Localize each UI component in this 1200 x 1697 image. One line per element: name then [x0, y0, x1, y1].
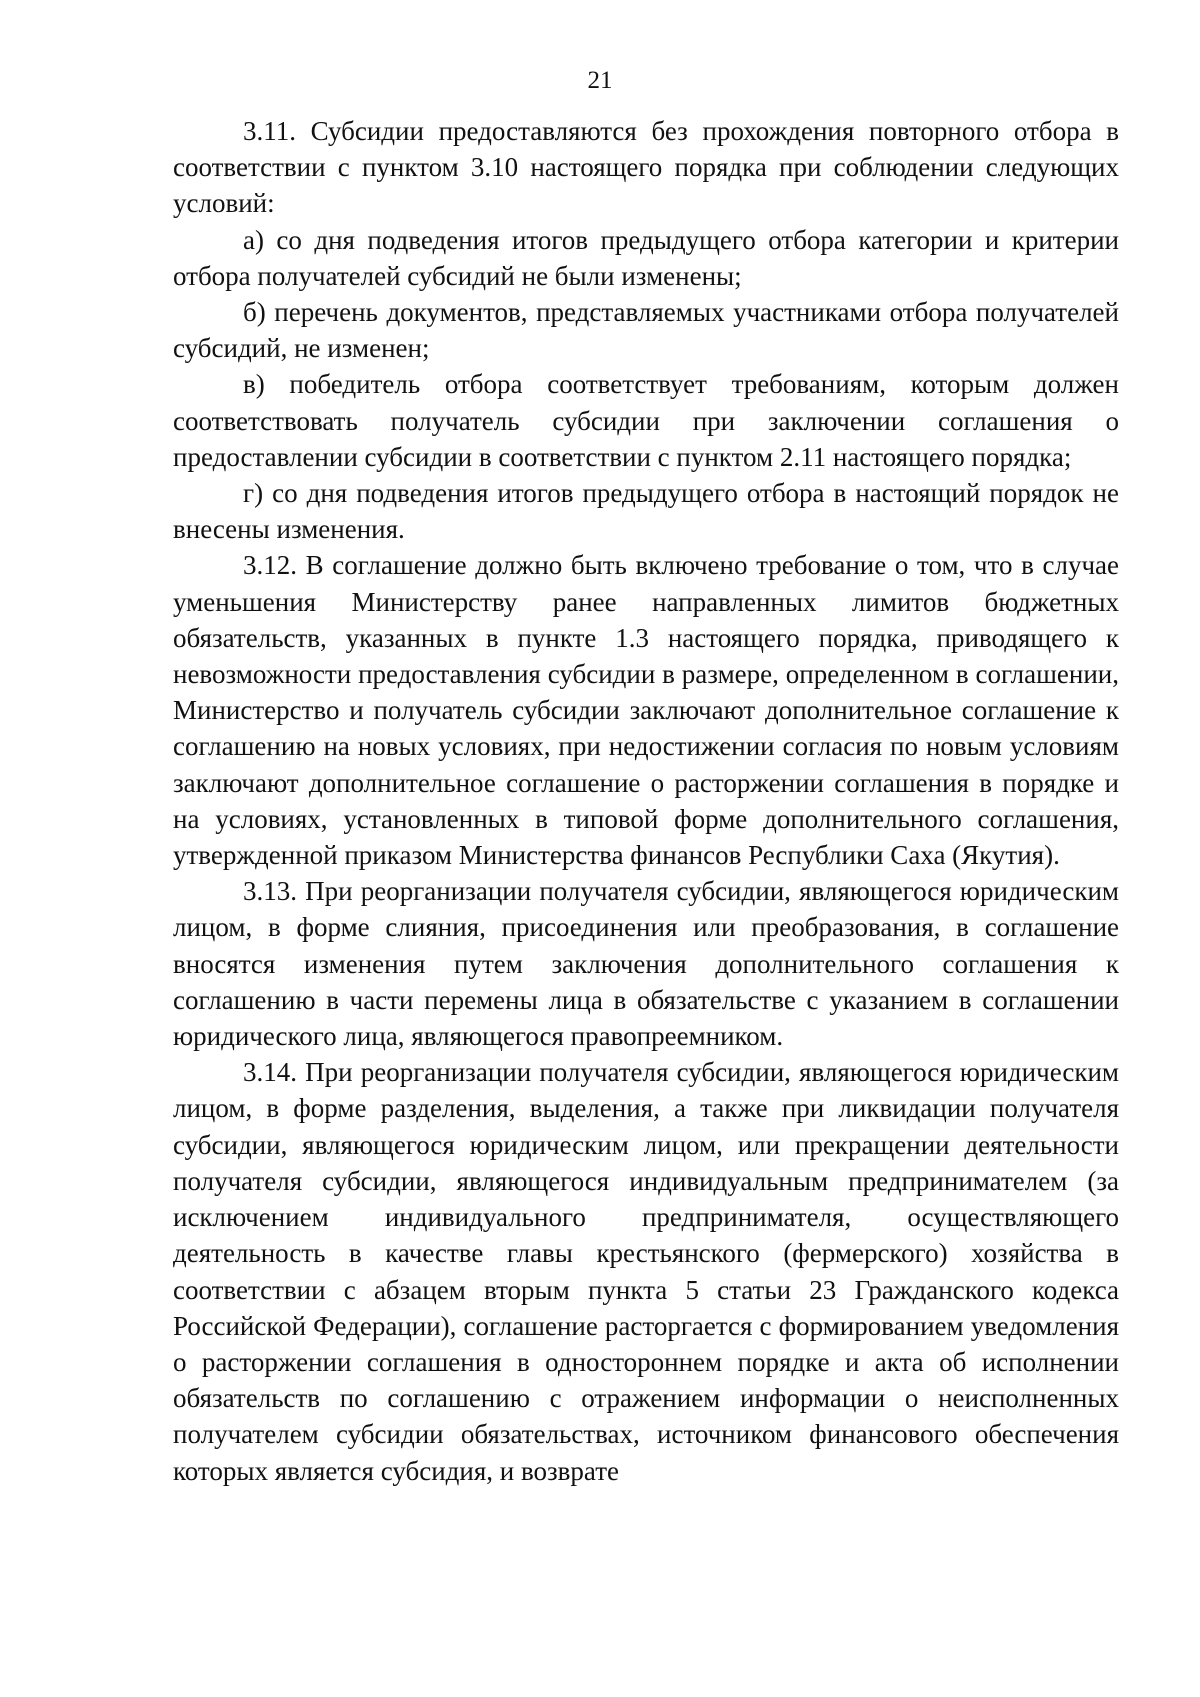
paragraph-3-13: 3.13. При реорганизации получателя субсидии, являющегося юридическим лицом, в форме слияния, присоединения или преобразования, в соглашение вносятся изменения путем заключения дополнительного соглашения к соглашению в части перемены лица в обязательстве с указанием в соглашении юридического лица, являющегося правопреемником.	[173, 876, 1119, 1052]
document-body	[173, 113, 1119, 1489]
paragraph-3-11: 3.11. Субсидии предоставляются без прохождения повторного отбора в соответствии с пунктом 3.10 настоящего порядка при соблюдении следующих условий:	[173, 116, 1119, 219]
paragraph-3-11-g: г) со дня подведения итогов предыдущего отбора в настоящий порядок не внесены изменения.	[173, 478, 1119, 545]
page-number: 21	[587, 67, 613, 94]
paragraph-3-14: 3.14. При реорганизации получателя субсидии, являющегося юридическим лицом, в форме разделения, выделения, а также при ликвидации получателя субсидии, являющегося юридическим лицом, или прекращении деятельности получателя субсидии, являющегося индивидуальным предпринимателем (за исключением индивидуального предпринимателя, осуществляющего деятельность в качестве главы крестьянского (фермерского) хозяйства в соответствии с абзацем вторым пункта 5 статьи 23 Гражданского кодекса Российской Федерации), соглашение расторгается с формированием уведомления о расторжении соглашения в одностороннем порядке и акта об исполнении обязательств по соглашению с отражением информации о неисполненных получателем субсидии обязательствах, источником финансового обеспечения которых является субсидия, и возврате	[173, 1057, 1119, 1486]
paragraph-3-11-a: а) со дня подведения итогов предыдущего отбора категории и критерии отбора получателей субсидий не были изменены;	[173, 224, 1119, 291]
paragraph-3-11-b: б) перечень документов, представляемых участниками отбора получателей субсидий, не изменен;	[173, 297, 1119, 364]
paragraph-3-12: 3.12. В соглашение должно быть включено требование о том, что в случае уменьшения Министерству ранее направленных лимитов бюджетных обязательств, указанных в пункте 1.3 настоящего порядка, приводящего к невозможности предоставления субсидии в размере, определенном в соглашении, Министерство и получатель субсидии заключают дополнительное соглашение к соглашению на новых условиях, при недостижении согласия по новым условиям заключают дополнительное соглашение о расторжении соглашения в порядке и на условиях, установленных в типовой форме дополнительного соглашения, утвержденной приказом Министерства финансов Республики Саха (Якутия).	[173, 550, 1119, 871]
paragraph-3-11-v: в) победитель отбора соответствует требованиям, которым должен соответствовать получатель субсидии при заключении соглашения о предоставлении субсидии в соответствии с пунктом 2.11 настоящего порядка;	[173, 369, 1119, 472]
